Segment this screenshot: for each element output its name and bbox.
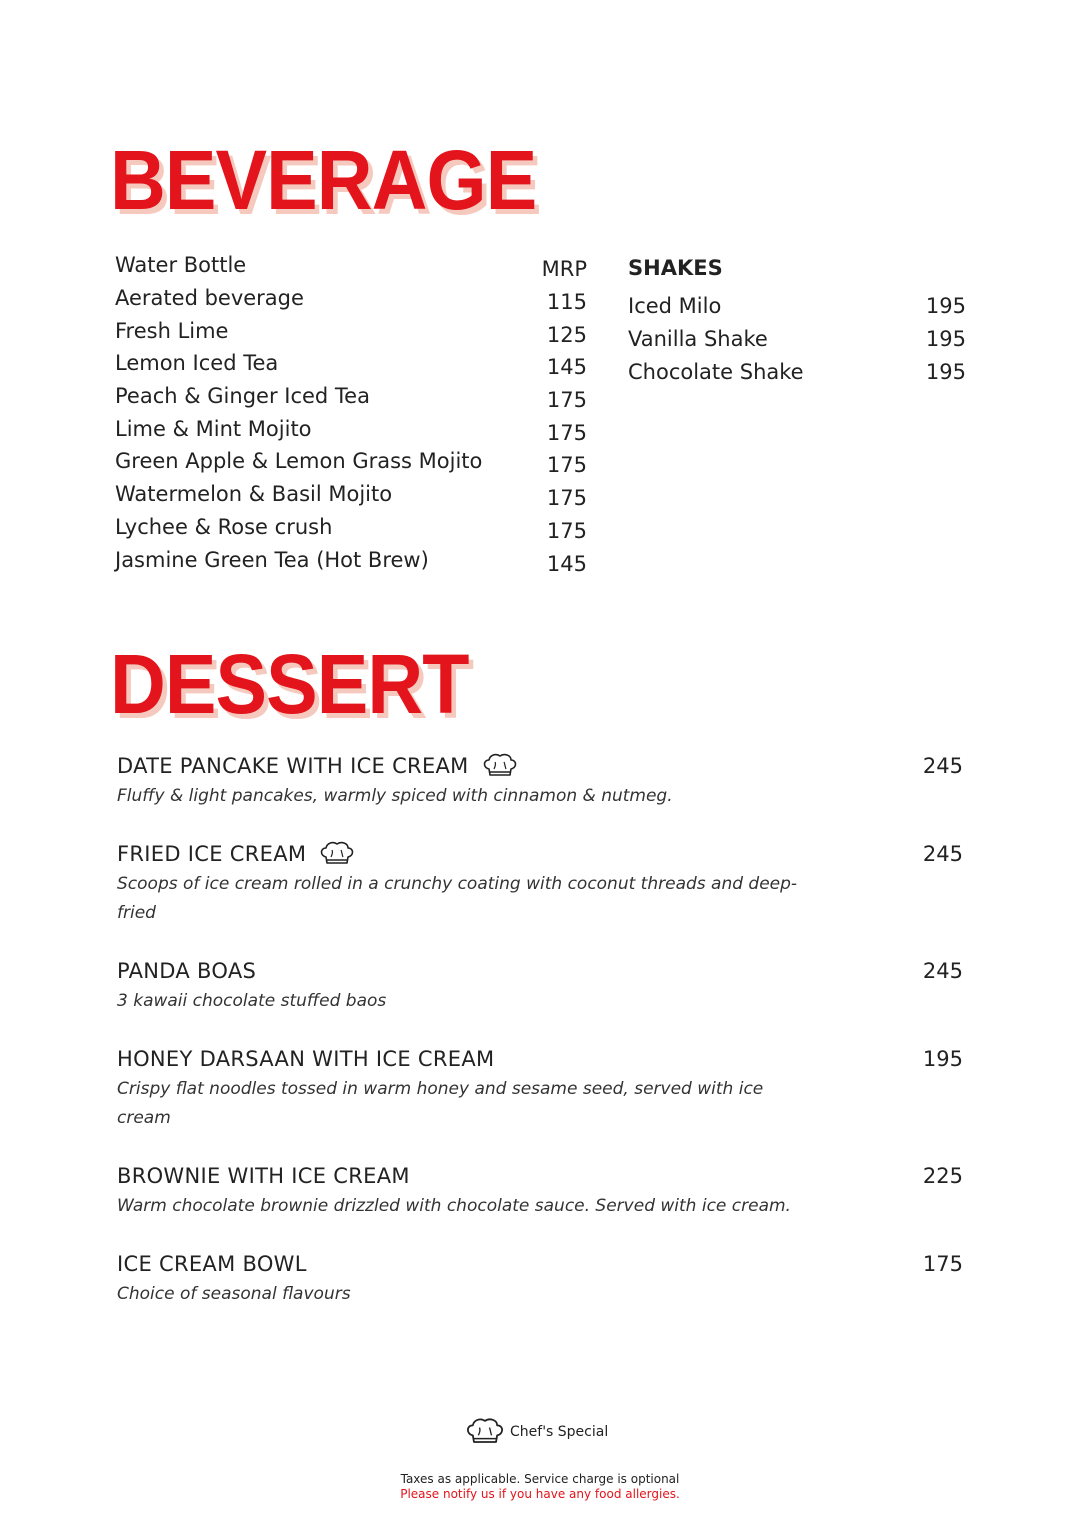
list-item <box>115 543 587 576</box>
list-item <box>115 445 587 478</box>
item-price: 245 <box>922 842 963 866</box>
chef-hat-icon <box>481 752 519 780</box>
item-description: Fluffy & light pancakes, warmly spiced with cinnamon & nutmeg. <box>117 786 673 806</box>
list-item <box>115 380 587 413</box>
item-price: 175 <box>546 453 587 478</box>
item-name: ICE CREAM BOWL <box>117 1252 307 1276</box>
legend-label: Chef's Special <box>510 1424 609 1440</box>
item-name: Lychee & Rose crush <box>115 514 333 539</box>
item-name: Lemon Iced Tea <box>115 351 279 376</box>
item-name: Lime & Mint Mojito <box>115 416 312 441</box>
list-item <box>115 347 587 380</box>
item-price: 195 <box>925 359 966 384</box>
item-price: 245 <box>922 754 963 778</box>
allergy-note: Please notify us if you have any food allergies. <box>400 1487 680 1501</box>
chef-special-legend <box>464 1416 608 1448</box>
item-price: 225 <box>922 1164 963 1188</box>
item-name: Iced Milo <box>628 294 722 319</box>
item-price: 175 <box>546 518 587 543</box>
item-price: 115 <box>546 290 587 315</box>
item-price: 245 <box>922 959 963 983</box>
tax-note: Taxes as applicable. Service charge is optional <box>400 1472 680 1486</box>
item-name: Green Apple & Lemon Grass Mojito <box>115 449 483 474</box>
item-description: Warm chocolate brownie drizzled with chocolate sauce. Served with ice cream. <box>117 1196 791 1216</box>
list-item <box>628 290 966 323</box>
list-item <box>117 1043 963 1133</box>
item-name: BROWNIE WITH ICE CREAM <box>117 1164 410 1188</box>
list-item <box>628 323 966 356</box>
item-name: Jasmine Green Tea (Hot Brew) <box>115 547 429 572</box>
item-description: Choice of seasonal flavours <box>117 1284 351 1304</box>
item-price: MRP <box>541 257 587 282</box>
item-name: Peach & Ginger Iced Tea <box>115 384 370 409</box>
item-price: 145 <box>546 355 587 380</box>
item-name: Watermelon & Basil Mojito <box>115 482 393 507</box>
item-name: Fresh Lime <box>115 318 229 343</box>
item-name: DATE PANCAKE WITH ICE CREAM <box>117 754 469 778</box>
list-item <box>115 314 587 347</box>
item-name: Chocolate Shake <box>628 359 804 384</box>
list-item <box>117 955 963 1016</box>
beverage-title: BEVERAGE <box>110 133 537 227</box>
item-price: 175 <box>922 1252 963 1276</box>
item-price: 195 <box>925 327 966 352</box>
chef-hat-icon <box>318 840 356 868</box>
item-name: HONEY DARSAAN WITH ICE CREAM <box>117 1047 495 1071</box>
item-name: Aerated beverage <box>115 286 304 311</box>
item-description: 3 kawaii chocolate stuffed baos <box>117 991 387 1011</box>
item-description: Scoops of ice cream rolled in a crunchy coating with coconut threads and deep-fried <box>117 874 798 923</box>
item-price: 175 <box>546 420 587 445</box>
shakes-heading: SHAKES <box>628 256 723 280</box>
list-item <box>117 1160 963 1221</box>
list-item <box>115 249 587 282</box>
item-price: 175 <box>546 486 587 511</box>
item-name: FRIED ICE CREAM <box>117 842 307 866</box>
list-item <box>115 478 587 511</box>
list-item <box>117 1248 963 1309</box>
dessert-title: DESSERT <box>110 637 469 731</box>
list-item <box>628 355 966 388</box>
item-description: Crispy flat noodles tossed in warm honey and sesame seed, served with ice cream <box>117 1079 764 1128</box>
list-item <box>115 282 587 315</box>
item-price: 175 <box>546 388 587 413</box>
dessert-list <box>117 750 963 1336</box>
item-price: 145 <box>546 551 587 576</box>
list-item <box>115 412 587 445</box>
item-price: 125 <box>546 322 587 347</box>
list-item <box>117 838 963 928</box>
chef-hat-icon <box>464 1416 506 1448</box>
list-item <box>115 511 587 544</box>
item-name: Vanilla Shake <box>628 327 768 352</box>
item-price: 195 <box>922 1047 963 1071</box>
item-name: PANDA BOAS <box>117 959 257 983</box>
shakes-list <box>628 254 966 388</box>
beverage-list <box>115 249 587 576</box>
item-name: Water Bottle <box>115 253 247 278</box>
list-item <box>117 750 963 811</box>
item-price: 195 <box>925 294 966 319</box>
